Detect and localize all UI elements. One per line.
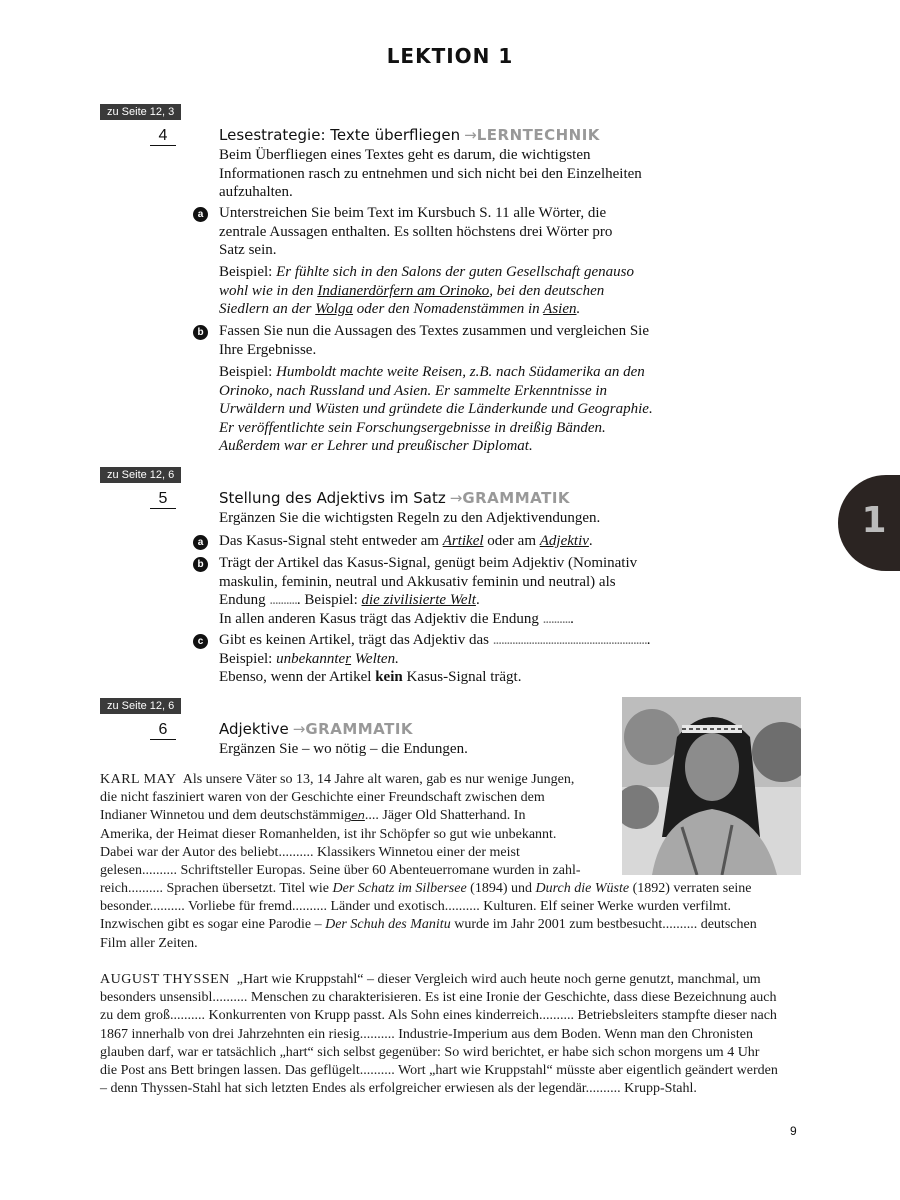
badge-b-icon: b <box>193 557 208 572</box>
underlined-ending: r <box>345 650 352 667</box>
text: . Beispiel: <box>296 592 362 608</box>
underlined-word: Asien <box>543 301 577 317</box>
text-line: Ihre Ergebnisse. <box>219 341 317 358</box>
text: . <box>570 610 574 627</box>
ex5-rule-b <box>219 554 637 628</box>
ex5-rule-c <box>219 631 650 687</box>
text: (1892) verraten seine <box>629 881 752 896</box>
text-line: die Post ans Bett bringen lassen. Das geflügelt.......... Wort „hart wie Kruppstahl“ müsste aber eigentlich geändert werden <box>100 1063 778 1079</box>
text-line: Dabei war der Autor des beliebt.......... Klassikers Winnetou einer der meist <box>100 844 520 860</box>
ex5-rule-a <box>219 532 593 551</box>
text-line: – denn Thyssen-Stahl hat sich letzten Endes als erfolgreicher erwiesen als der legendär.......... Krupp-Stahl. <box>100 1081 697 1097</box>
example-text: Er veröffentlichte sein Forschungsergebnisse in dreißig Bänden. <box>219 419 606 436</box>
ex4-task-b-example <box>219 363 653 456</box>
text-line: Amerika, der Heimat dieser Romanhelden, ist ihr Schöpfer so gut wie unbekannt. <box>100 826 557 842</box>
text: In allen anderen Kasus trägt das Adjektiv die Endung <box>219 610 543 627</box>
story-name: AUGUST THYSSEN <box>100 972 230 987</box>
filled-answer: Artikel <box>442 533 484 549</box>
ex4-heading <box>219 126 600 144</box>
text-line: zu dem groß.......... Konkurrenten von Krupp passt. Als Sohn eines kinderreich.......... Betriebsleiters stampfte dieser nach <box>100 1008 777 1024</box>
text-line: „Hart wie Kruppstahl“ – dieser Vergleich wird auch heute noch gerne genutzt, manchmal, um <box>236 972 761 987</box>
ex5-number: 5 <box>150 490 176 509</box>
example-text: wohl wie in den <box>219 282 318 299</box>
example-text: Urwäldern und Wüsten und gründete die Länderkunde und Geographie. <box>219 401 653 417</box>
example-label: Beispiel: <box>219 364 273 380</box>
example-text: Siedlern an der <box>219 301 316 317</box>
text-line: Trägt der Artikel das Kasus-Signal, genügt beim Adjektiv (Nominativ <box>219 555 638 571</box>
film-title: Der Schuh des Manitu <box>325 917 451 933</box>
arrow-right-icon: → <box>449 489 463 507</box>
text: Endung <box>219 592 270 608</box>
text: Das Kasus-Signal steht entweder am <box>219 533 443 549</box>
text: oder am <box>483 533 540 549</box>
example-text: Orinoko, nach Russland und Asien. Er sammelte Erkenntnisse in <box>219 382 608 399</box>
underlined-example: die zivilisierte Welt <box>361 592 476 608</box>
text: Indianer Winnetou und dem deutschstämmig <box>100 808 352 824</box>
ex4-tag: LERNTECHNIK <box>476 126 600 144</box>
answer-gap[interactable]: .......... <box>542 610 571 627</box>
ex4-number: 4 <box>150 127 176 146</box>
lesson-title: LEKTION 1 <box>386 44 514 68</box>
ex5-reference-tag: zu Seite 12, 6 <box>100 467 181 483</box>
ex4-title: Lesestrategie: Texte überfliegen <box>219 126 461 144</box>
text-line: zentrale Aussagen enthalten. Es sollten höchstens drei Wörter pro <box>219 223 613 240</box>
chapter-tab-number: 1 <box>861 500 887 541</box>
badge-b-icon: b <box>193 325 208 340</box>
text-line: 1867 innerhalb von drei Jahrzehnten ein riesig.......... Industrie-Imperium aus dem Boden. Wenn man den Chronisten <box>100 1026 753 1042</box>
text-line: aufzuhalten. <box>219 184 293 200</box>
text-line: glauben darf, war er tatsächlich „hart“ sich selbst gegenüber: So wird berichtet, er habe sich schon morgens um 4 Uhr <box>100 1044 760 1060</box>
text: Inzwischen gibt es sogar eine Parodie – <box>100 917 326 933</box>
text-line: Fassen Sie nun die Aussagen des Textes zusammen und vergleichen Sie <box>219 323 649 339</box>
text-line: Film aller Zeiten. <box>100 935 198 951</box>
text-line: Als unsere Väter so 13, 14 Jahre alt waren, gab es nur wenige Jungen, <box>182 772 575 787</box>
badge-a-icon: a <box>193 535 208 550</box>
text: Kasus-Signal trägt. <box>402 669 522 685</box>
ex5-tag: GRAMMATIK <box>462 489 571 507</box>
ex4-task-a <box>219 204 612 260</box>
text-line: besonder.......... Vorliebe für fremd.......... Länder und exotisch.......... Kulturen. Elf seiner Werke wurden verfilmt. <box>100 899 732 915</box>
badge-c-icon: c <box>193 634 208 649</box>
text-line: maskulin, feminin, neutral und Akkusativ feminin und neutral) als <box>219 573 616 590</box>
karl-may-text <box>100 771 620 880</box>
story-name: KARL MAY <box>100 772 177 787</box>
text: (1894) und <box>466 881 536 896</box>
example-text: Welten. <box>351 650 399 667</box>
text: Gibt es keinen Artikel, trägt das Adjektiv das <box>219 632 493 648</box>
example-label: Beispiel: <box>219 650 277 667</box>
handwritten-answer: en <box>351 809 365 823</box>
text-line: Unterstreichen Sie beim Text im Kursbuch S. 11 alle Wörter, die <box>219 205 607 221</box>
text: reich.......... Sprachen übersetzt. Titel wie <box>100 881 333 896</box>
underlined-word: Indianerdörfern am Orinoko <box>317 282 490 299</box>
ex5-heading <box>219 489 570 507</box>
example-text: oder den Nomadenstämmen in <box>353 301 544 317</box>
example-text: . <box>576 301 581 317</box>
book-title: Der Schatz im Silbersee <box>332 881 467 896</box>
karl-may-text-continued <box>100 880 790 953</box>
filled-answer: Adjektiv <box>539 533 589 549</box>
page-number: 9 <box>790 1124 797 1138</box>
example-text: , bei den deutschen <box>489 282 605 299</box>
underlined-word: Wolga <box>315 301 354 317</box>
text: .... Jäger Old Shatterhand. In <box>364 808 526 824</box>
example-label: Beispiel: <box>219 264 273 280</box>
text-line: gelesen.......... Schriftsteller Europas. Seine über 60 Abenteuerromane wurden in zahl- <box>100 863 581 879</box>
ex4-intro <box>219 146 642 202</box>
ex6-intro: Ergänzen Sie – wo nötig – die Endungen. <box>219 741 468 757</box>
portrait-photo <box>622 697 801 875</box>
text: . <box>588 533 593 549</box>
text-line: die nicht fasziniert waren von der Geschichte einer Freundschaft zwischen dem <box>100 790 545 806</box>
ex6-tag: GRAMMATIK <box>305 720 414 738</box>
example-text: Humboldt machte weite Reisen, z.B. nach Südamerika an den <box>276 364 645 380</box>
text: . <box>646 632 651 648</box>
ex6-heading <box>219 720 413 738</box>
text-line: Beim Überfliegen eines Textes geht es darum, die wichtigsten <box>219 147 591 163</box>
august-thyssen-text <box>100 971 805 1098</box>
text-line: besonders unsensibl.......... Menschen zu charakterisieren. Es ist eine Ironie der Geschichte, dass diese Bezeichnung auch <box>100 990 777 1006</box>
answer-gap[interactable]: ........................................................ <box>492 632 647 648</box>
answer-gap[interactable]: .......... <box>269 592 297 608</box>
ex6-number: 6 <box>150 721 176 740</box>
text-line: Satz sein. <box>219 242 277 258</box>
text: Ebenso, wenn der Artikel <box>219 669 376 685</box>
arrow-right-icon: → <box>464 126 477 144</box>
ex5-intro: Ergänzen Sie die wichtigsten Regeln zu den Adjektivendungen. <box>219 510 601 526</box>
portrait-illustration <box>622 697 801 875</box>
example-text: Er fühlte sich in den Salons der guten Gesellschaft genauso <box>276 264 634 280</box>
ex4-task-b <box>219 322 649 359</box>
book-title: Durch die Wüste <box>535 881 630 896</box>
text-line: Informationen rasch zu entnehmen und sich nicht bei den Einzelheiten <box>219 165 642 182</box>
ex5-title: Stellung des Adjektivs im Satz <box>219 489 446 507</box>
bold-word: kein <box>375 669 403 685</box>
arrow-right-icon: → <box>292 720 306 738</box>
example-text: unbekannte <box>276 650 346 667</box>
ex6-reference-tag: zu Seite 12, 6 <box>100 698 181 714</box>
badge-a-icon: a <box>193 207 208 222</box>
ex4-task-a-example <box>219 263 634 319</box>
ex6-title: Adjektive <box>219 720 289 738</box>
text: . <box>475 592 480 608</box>
ex4-reference-tag: zu Seite 12, 3 <box>100 104 181 120</box>
example-text: Außerdem war er Lehrer und preußischer Diplomat. <box>219 438 533 454</box>
text: wurde im Jahr 2001 zum bestbesucht.......... deutschen <box>450 917 757 933</box>
